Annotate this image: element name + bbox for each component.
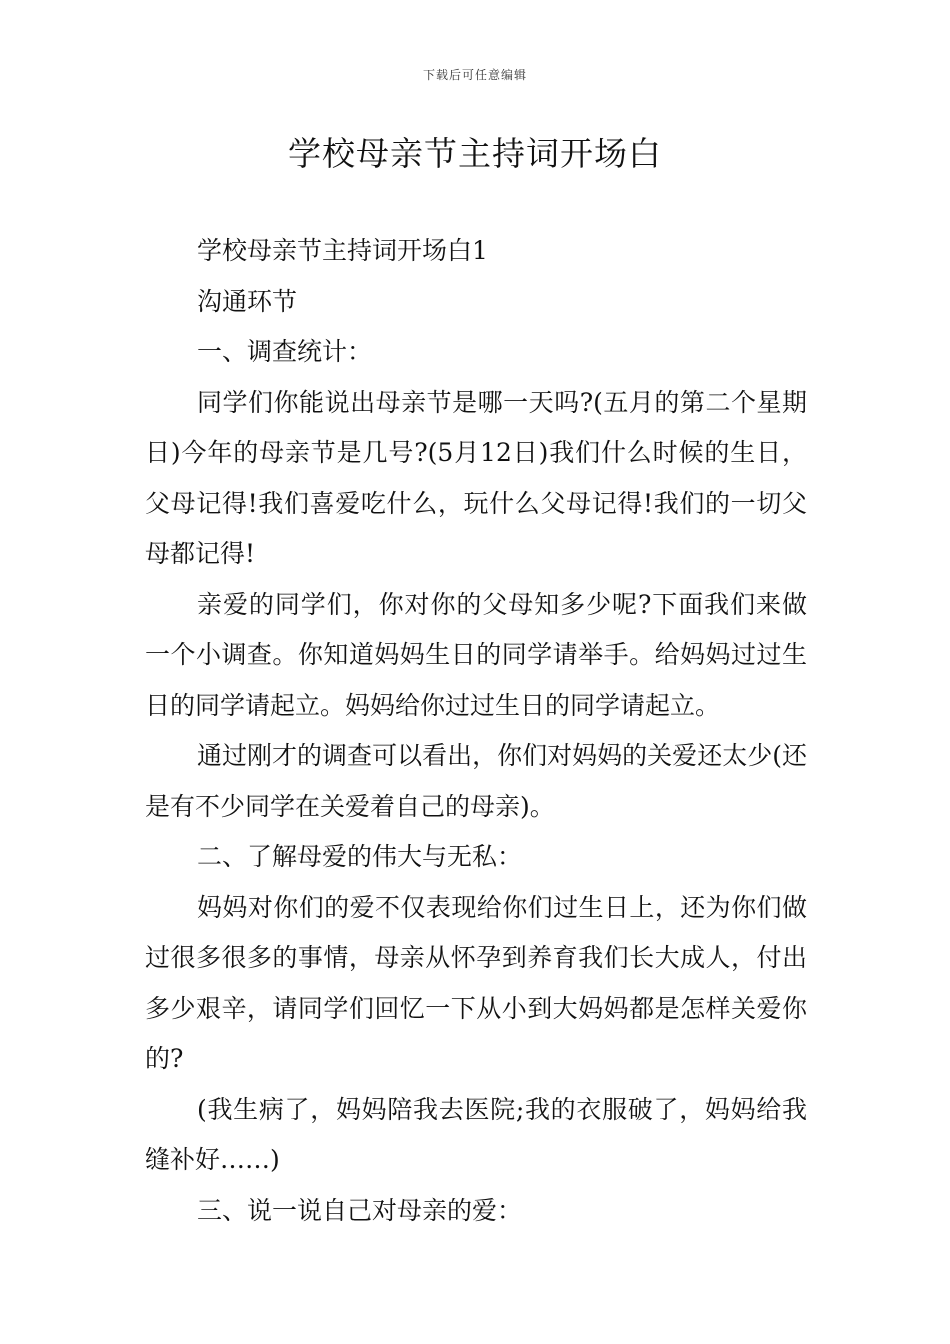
paragraph-text: 通过刚才的调查可以看出，你们对妈妈的关爱还太少(还是有不少同学在关爱着自己的母亲)。	[145, 741, 807, 821]
paragraph-text: (我生病了，妈妈陪我去医院;我的衣服破了，妈妈给我缝补好……)	[145, 1094, 807, 1174]
header-note: 下载后可任意编辑	[422, 68, 527, 82]
document-body	[145, 226, 807, 1236]
paragraph-subtitle: 学校母亲节主持词开场白1	[197, 236, 488, 265]
paragraph-heading-survey: 一、调查统计：	[197, 337, 373, 366]
paragraph-text: 同学们你能说出母亲节是哪一天吗?(五月的第二个星期日)今年的母亲节是几号?(5月12日)我们什么时候的生日，父母记得!我们喜爱吃什么，玩什么父母记得!我们的一切父母都记得!	[145, 387, 807, 568]
paragraph-text: 亲爱的同学们，你对你的父母知多少呢?下面我们来做一个小调查。你知道妈妈生日的同学请举手。给妈妈过过生日的同学请起立。妈妈给你过过生日的同学请起立。	[145, 589, 807, 720]
paragraph-heading-love: 二、了解母爱的伟大与无私：	[197, 842, 523, 871]
paragraph-heading-express: 三、说一说自己对母亲的爱：	[197, 1195, 523, 1225]
page-title: 学校母亲节主持词开场白	[288, 134, 662, 173]
paragraph-text: 妈妈对你们的爱不仅表现给你们过生日上，还为你们做过很多很多的事情，母亲从怀孕到养育我们长大成人，付出多少艰辛，请同学们回忆一下从小到大妈妈都是怎样关爱你的?	[145, 892, 807, 1073]
paragraph-section-heading: 沟通环节	[197, 286, 298, 316]
